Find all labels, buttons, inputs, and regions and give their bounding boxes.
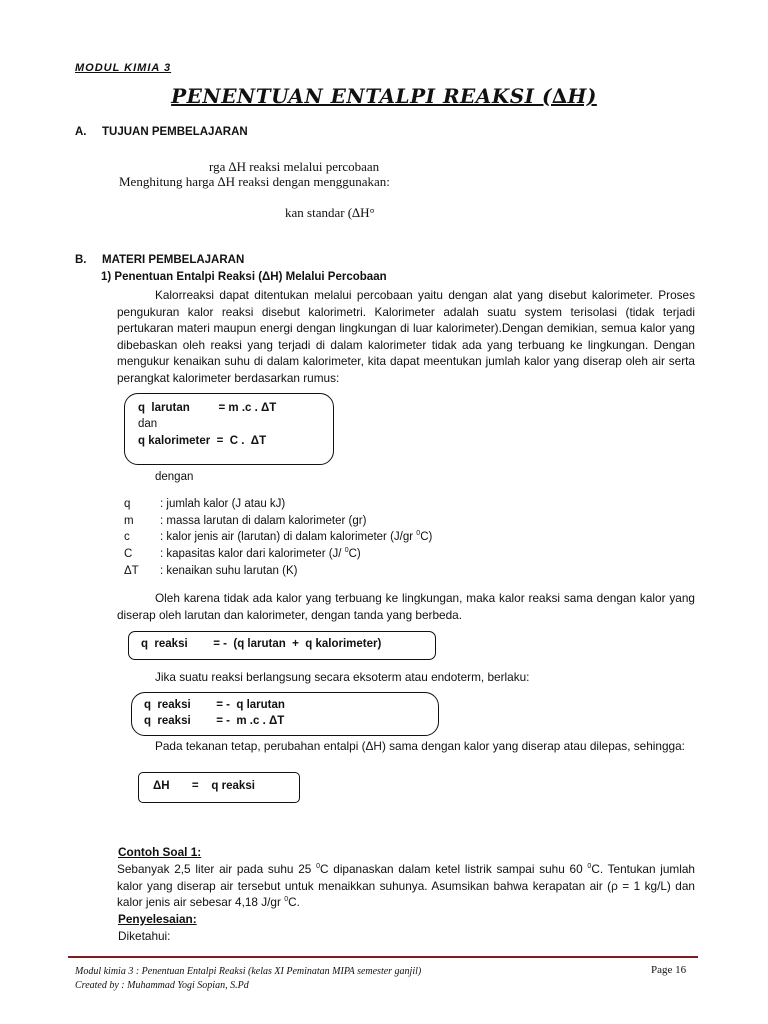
example-question: [117, 861, 695, 911]
footer-author-line: Created by : Muhammad Yogi Sopian, S.Pd: [75, 980, 249, 991]
definition-text: : kalor jenis air (larutan) di dalam kalorimeter (J/gr: [160, 531, 417, 543]
formula-dan: dan: [138, 418, 158, 430]
formula-q-reaksi-sum: q reaksi = - (q larutan + q kalorimeter): [141, 638, 382, 650]
paragraph-eksoterm: Jika suatu reaksi berlangsung secara eksoterm atau endoterm, berlaku:: [155, 670, 530, 684]
formula-q-reaksi-larutan: q reaksi = - q larutan: [144, 699, 285, 711]
formula-box-calorimeter: [124, 393, 334, 465]
formula-delta-h: ΔH = q reaksi: [153, 780, 255, 792]
formula-box-eksoterm: [131, 692, 439, 736]
definition-symbol: C: [124, 548, 133, 560]
definition-symbol: q: [124, 498, 131, 510]
section-a-number: A.: [75, 126, 87, 138]
example-title: Contoh Soal 1:: [118, 845, 202, 859]
formula-q-larutan: q larutan = m .c . ΔT: [138, 402, 277, 414]
degree-superscript: 0: [316, 863, 320, 870]
formula-box-q-reaksi: [128, 631, 436, 660]
example-text-a: Sebanyak 2,5 liter air pada suhu 25: [117, 862, 317, 876]
solution-title: Penyelesaian:: [118, 912, 197, 926]
definition-unit: C): [348, 548, 361, 560]
degree-superscript: 0: [416, 530, 421, 537]
paragraph-tekanan-tetap: Pada tekanan tetap, perubahan entalpi (ΔH) sama dengan kalor yang diserap atau dilepas, sehingga:: [155, 739, 685, 753]
definition-text: : jumlah kalor (J atau kJ): [160, 498, 286, 510]
definition-text: : kapasitas kalor dari kalorimeter (J/: [160, 548, 345, 560]
definition-symbol: m: [124, 515, 134, 527]
objective-line-2: Menghitung harga ∆H reaksi dengan menggunakan:: [119, 174, 390, 189]
example-text-b: C dipanaskan dalam ketel listrik sampai suhu 60: [320, 862, 588, 876]
footer-module-line: Modul kimia 3 : Penentuan Entalpi Reaksi (kelas XI Peminatan MIPA semester ganjil): [75, 966, 422, 977]
definition-c-capital: [124, 548, 361, 560]
section-b-heading: [75, 254, 244, 266]
degree-superscript: 0: [284, 896, 289, 903]
page-title: PENENTUAN ENTALPI REAKSI (∆H): [171, 84, 597, 108]
definition-unit: C): [420, 531, 433, 543]
formula-box-delta-h: [138, 772, 300, 803]
definition-c-small: [124, 531, 432, 543]
paragraph-calorimetry: Kalorreaksi dapat ditentukan melalui percobaan yaitu dengan alat yang disebut kalorimeter. Proses pengukuran kalor reaksi disebut kalorimetri. Kalorimeter adalah suatu system terisolasi (tidak terjadi pertukaran materi maupun energi dengan lingkungan di luar kalorimeter).Dengan demikian, semua kalor yang dibebaskan oleh reaksi yang terjadi di dalam kalorimeter tidak ada yang terbuang ke lingkungan. Dengan mengukur kenaikan suhu di dalam kalorimeter, kita dapat meentukan jumlah kalor yang diserap oleh air serta perangkat kalorimeter berdasarkan rumus:: [117, 288, 695, 385]
section-a-title: TUJUAN PEMBELAJARAN: [102, 126, 248, 138]
degree-superscript: 0: [587, 863, 592, 870]
page-number: Page 16: [651, 964, 687, 976]
definition-m: [124, 515, 366, 527]
section-a-heading: [75, 126, 248, 138]
definition-delta-t: [124, 565, 297, 577]
subsection-1-title: 1) Penentuan Entalpi Reaksi (ΔH) Melalui Percobaan: [101, 271, 387, 283]
degree-superscript: 0: [344, 547, 349, 554]
example-text-d: C.: [288, 895, 300, 909]
definition-text: : massa larutan di dalam kalorimeter (gr): [160, 515, 367, 527]
objective-line-3: kan standar (∆H°: [285, 205, 375, 220]
definition-symbol: ΔT: [124, 565, 139, 577]
definition-q: [124, 498, 285, 510]
paragraph-kalor-reaksi: Oleh karena tidak ada kalor yang terbuang ke lingkungan, maka kalor reaksi sama dengan kalor yang diserap oleh larutan dan kalorimeter, dengan tanda yang berbeda.: [117, 591, 695, 622]
dengan-label: dengan: [155, 471, 194, 483]
formula-q-reaksi-mct: q reaksi = - m .c . ΔT: [144, 715, 285, 727]
section-b-number: B.: [75, 254, 87, 266]
definition-symbol: c: [124, 531, 130, 543]
formula-q-kalorimeter: q kalorimeter = C . ΔT: [138, 435, 267, 447]
known-label: Diketahui:: [118, 929, 171, 943]
footer-rule: [68, 956, 698, 958]
definition-text: : kenaikan suhu larutan (K): [160, 565, 298, 577]
section-b-title: MATERI PEMBELAJARAN: [102, 254, 245, 266]
module-label: MODUL KIMIA 3: [75, 62, 172, 74]
objective-line-1: rga ∆H reaksi melalui percobaan: [209, 159, 380, 174]
example-text-c: C. Tentukan jumlah kalor yang diserap air tersebut untuk menaikkan suhunya. Asumsikan bahwa kerapatan air (ρ = 1 kg/L) dan kalor jenis air sebesar 4,18 J/gr: [117, 862, 695, 909]
